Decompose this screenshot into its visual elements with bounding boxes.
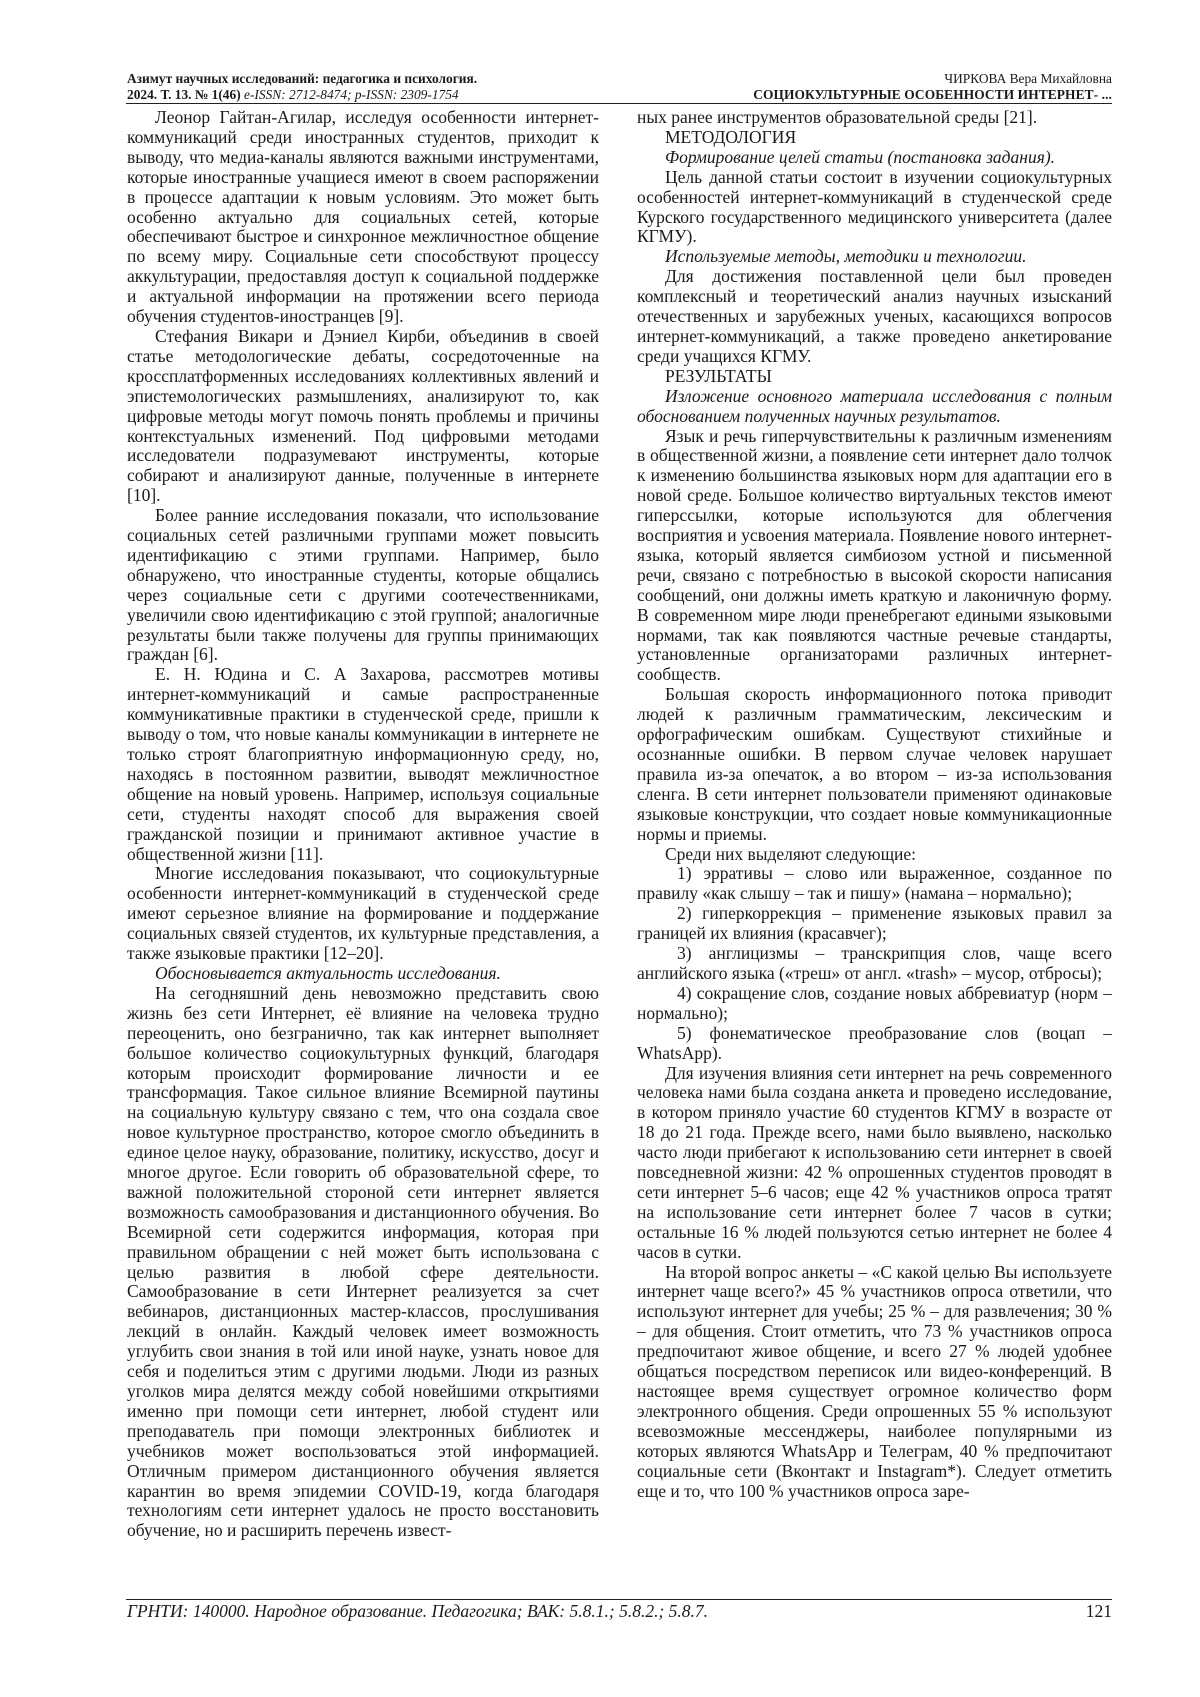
section-heading-methodology: МЕТОДОЛОГИЯ: [665, 126, 797, 147]
article-short-title: СОЦИОКУЛЬТУРНЫЕ ОСОБЕННОСТИ ИНТЕРНЕТ- ...: [753, 86, 1112, 102]
list-item: 3) англицизмы – транскрипция слов, чаще всего английского языка («треш» от англ. «trash» – мусор, отбросы);: [637, 943, 1112, 983]
paragraph: Большая скорость информационного потока приводит людей к различным грамматическим, лексическим и орфографическим ошибкам. Существуют стихийные и осознанные ошибки. В первом случае человек нарушает правила из-за опечаток, а во втором – из-за использования сленга. В сети интернет пользователи применяют одинаковые языковые конструкции, что создает новые коммуникационные нормы и приемы.: [637, 684, 1112, 844]
paragraph: На сегодняшний день невозможно представить свою жизнь без сети Интернет, её влияние на человека трудно переоценить, оно безгранично, так как интернет выполняет большое количество социокультурных функций, благодаря которым происходит формирование личности и ее трансформация. Такое сильное влияние Всемирной паутины на социальную культуру связано с тем, что она создала свое новое культурное пространство, которое смогло объединить в единое целое науку, образование, политику, искусство, досуг и многое другое. Если говорить об образовательной сфере, то важной положительной стороной сети интернет является возможность самообразования и дистанционного обучения. Во Всемирной сети содержится информация, которая при правильном обращении с ней может быть использована с целью развития в любой сфере деятельности. Самообразование в сети Интернет реализуется за счет вебинаров, дистанционных мастер-классов, прослушивания лекций в онлайн. Каждый человек имеет возможность углубить свои знания в той или иной науке, узнать новое для себя и поделиться этим с другими людьми. Люди из разных уголков мира делятся между собой новейшими открытиями именно при помощи сети интернет, любой студент или преподаватель при помощи электронных библиотек и учебников может воспользоваться этой информацией. Отличным примером дистанционного обучения является карантин во время эпидемии COVID-19, когда благодаря технологиям сети интернет удалось не просто восстановить обучение, но и расширить перечень извест-: [127, 982, 599, 1541]
running-header-journal: [127, 71, 627, 102]
subheading-methods: Используемые методы, методики и технологии.: [665, 246, 1027, 267]
footer-classification: ГРНТИ: 140000. Народное образование. Педагогика; ВАК: 5.8.1.; 5.8.2.; 5.8.7.: [127, 1601, 709, 1621]
list-item: 1) эрративы – слово или выраженное, созданное по правилу «как слышу – так и пишу» (намана – нормально);: [637, 863, 1112, 904]
paragraph: Цель данной статьи состоит в изучении социокультурных особенностей интернет-коммуникаций в студенческой среде Курского государственного медицинского университета (далее КГМУ).: [637, 166, 1112, 247]
paragraph: Для достижения поставленной цели был проведен комплексный и теоретический анализ научных изысканий отечественных и зарубежных ученых, касающихся вопросов интернет-коммуникаций, а также проведено анкетирование среди учащихся КГМУ.: [637, 266, 1112, 366]
subheading-goals: Формирование целей статьи (постановка задания).: [665, 146, 1056, 167]
paragraph: Среди них выделяют следующие:: [665, 843, 917, 864]
subheading-relevance: Обосновывается актуальность исследования.: [155, 962, 501, 983]
subheading-main-material: Изложение основного материала исследования с полным обоснованием полученных научных результатов.: [637, 385, 1112, 426]
list-item: 5) фонематическое преобразование слов (воцап – WhatsApp).: [637, 1022, 1112, 1063]
paragraph: Более ранние исследования показали, что использование социальных сетей различными группами может повысить идентификацию с этими группами. Например, было обнаружено, что иностранные студенты, которые общались через социальные сети с другими соотечественниками, увеличили свою идентификацию с этой группой; аналогичные результаты были также получены для группы принимающих граждан [6].: [127, 505, 599, 665]
list-item: 2) гиперкоррекция – применение языковых правил за границей их влияния (красавчег);: [637, 903, 1112, 944]
left-column: [127, 108, 599, 1541]
paragraph: На второй вопрос анкеты – «С какой целью Вы используете интернет чаще всего?» 45 % участников опроса ответили, что используют интернет для учебы; 25 % – для развлечения; 30 % – для общения. Стоит отметить, что 73 % участников опроса предпочитают живое общение, и всего 27 % людей удобнее общаться посредством переписок или видео-конференций. В настоящее время существует огромное количество форм электронного общения. Среди опрошенных 55 % используют всевозможные мессенджеры, наиболее популярными из которых являются WhatsApp и Телеграм, 40 % предпочитают социальные сети (Вконтакт и Instagram*). Следует отметить еще и то, что 100 % участников опроса заре-: [637, 1261, 1112, 1501]
section-heading-results: РЕЗУЛЬТАТЫ: [665, 365, 772, 386]
author-name: ЧИРКОВА Вера Михайловна: [944, 71, 1112, 86]
journal-name: Азимут научных исследований: педагогика и психология.: [127, 71, 478, 86]
right-column: [637, 108, 1112, 1501]
paragraph: Леонор Гайтан-Агилар, исследуя особенности интернет-коммуникаций среди иностранных студентов, приходит к выводу, что медиа-каналы являются важными инструментами, которые иностранные учащиеся имеют в своем распоряжении в процессе адаптации к новым условиям. Это может быть особенно актуально для социальных сетей, которые обеспечивают быстрое и синхронное межличностное общение по всему миру. Социальные сети способствуют процессу аккультурации, предоставляя доступ к социальной поддержке и актуальной информации на протяжении всего периода обучения студентов-иностранцев [9].: [127, 107, 599, 327]
header-rule: [126, 103, 1112, 104]
paragraph: Для изучения влияния сети интернет на речь современного человека нами была создана анкета и проведено исследование, в котором приняло участие 60 студентов КГМУ в возрасте от 18 до 21 года. Прежде всего, нами было выявлено, насколько часто люди прибегают к использованию сети интернет в своей повседневной жизни: 42 % опрошенных студентов проводят в сети интернет 5–6 часов; еще 42 % участников опроса тратят на использование сети интернет более 7 часов в сутки; остальные 16 % людей пользуются сетью интернет не более 4 часов в сутки.: [637, 1062, 1112, 1262]
page-number: 121: [1085, 1601, 1112, 1621]
journal-issn: e-ISSN: 2712-8474; p-ISSN: 2309-1754: [244, 86, 459, 102]
running-header-article: [592, 71, 1112, 102]
paragraph: Многие исследования показывают, что социокультурные особенности интернет-коммуникаций в студенческой среде имеют серьезное влияние на формирование и поддержание социальных связей студентов, их культурные представления, а также языковые практики [12–20].: [127, 863, 599, 964]
journal-issue: 2024. Т. 13. № 1(46): [127, 86, 241, 102]
paragraph: Язык и речь гиперчувствительны к различным изменениям в общественной жизни, а появление сети интернет дало толчок к изменению большинства языковых норм для адаптации его в новой среде. Большое количество виртуальных текстов имеют гиперссылки, которые используются для облегчения восприятия и усвоения материала. Появление нового интернет-языка, который является симбиозом устной и письменной речи, связано с потребностью в высокой скорости написания сообщений, они должны иметь краткую и лаконичную форму. В современном мире люди пренебрегают едиными языковыми нормами, так как появляются частные речевые стандарты, установленные организаторами различных интернет-сообществ.: [637, 425, 1112, 685]
footer-rule: [126, 1599, 1112, 1600]
paragraph: Стефания Викари и Дэниел Кирби, объединив в своей статье методологические дебаты, сосредоточенные на кроссплатформенных исследованиях коллективных явлений и эпистемологических размышлениях, анализируют то, как цифровые методы могут помочь понять проблемы и причины контекстуальных изменений. Под цифровыми методами исследователи подразумевают инструменты, которые собирают и анализируют данные, полученные в интернете [10].: [127, 325, 599, 506]
list-item: 4) сокращение слов, создание новых аббревиатур (норм – нормально);: [637, 982, 1112, 1023]
paragraph-continued: ных ранее инструментов образовательной среды [21].: [637, 107, 1038, 127]
paragraph: Е. Н. Юдина и С. А Захарова, рассмотрев мотивы интернет-коммуникаций и самые распространенные коммуникативные практики в студенческой среде, пришли к выводу о том, что новые каналы коммуникации в интернете не только строят благоприятную информационную среду, но, находясь в постоянном развитии, выводят межличностное общение на новый уровень. Например, используя социальные сети, студенты находят способ для выражения своей гражданской позиции и принимают активное участие в общественной жизни [11].: [127, 664, 599, 864]
